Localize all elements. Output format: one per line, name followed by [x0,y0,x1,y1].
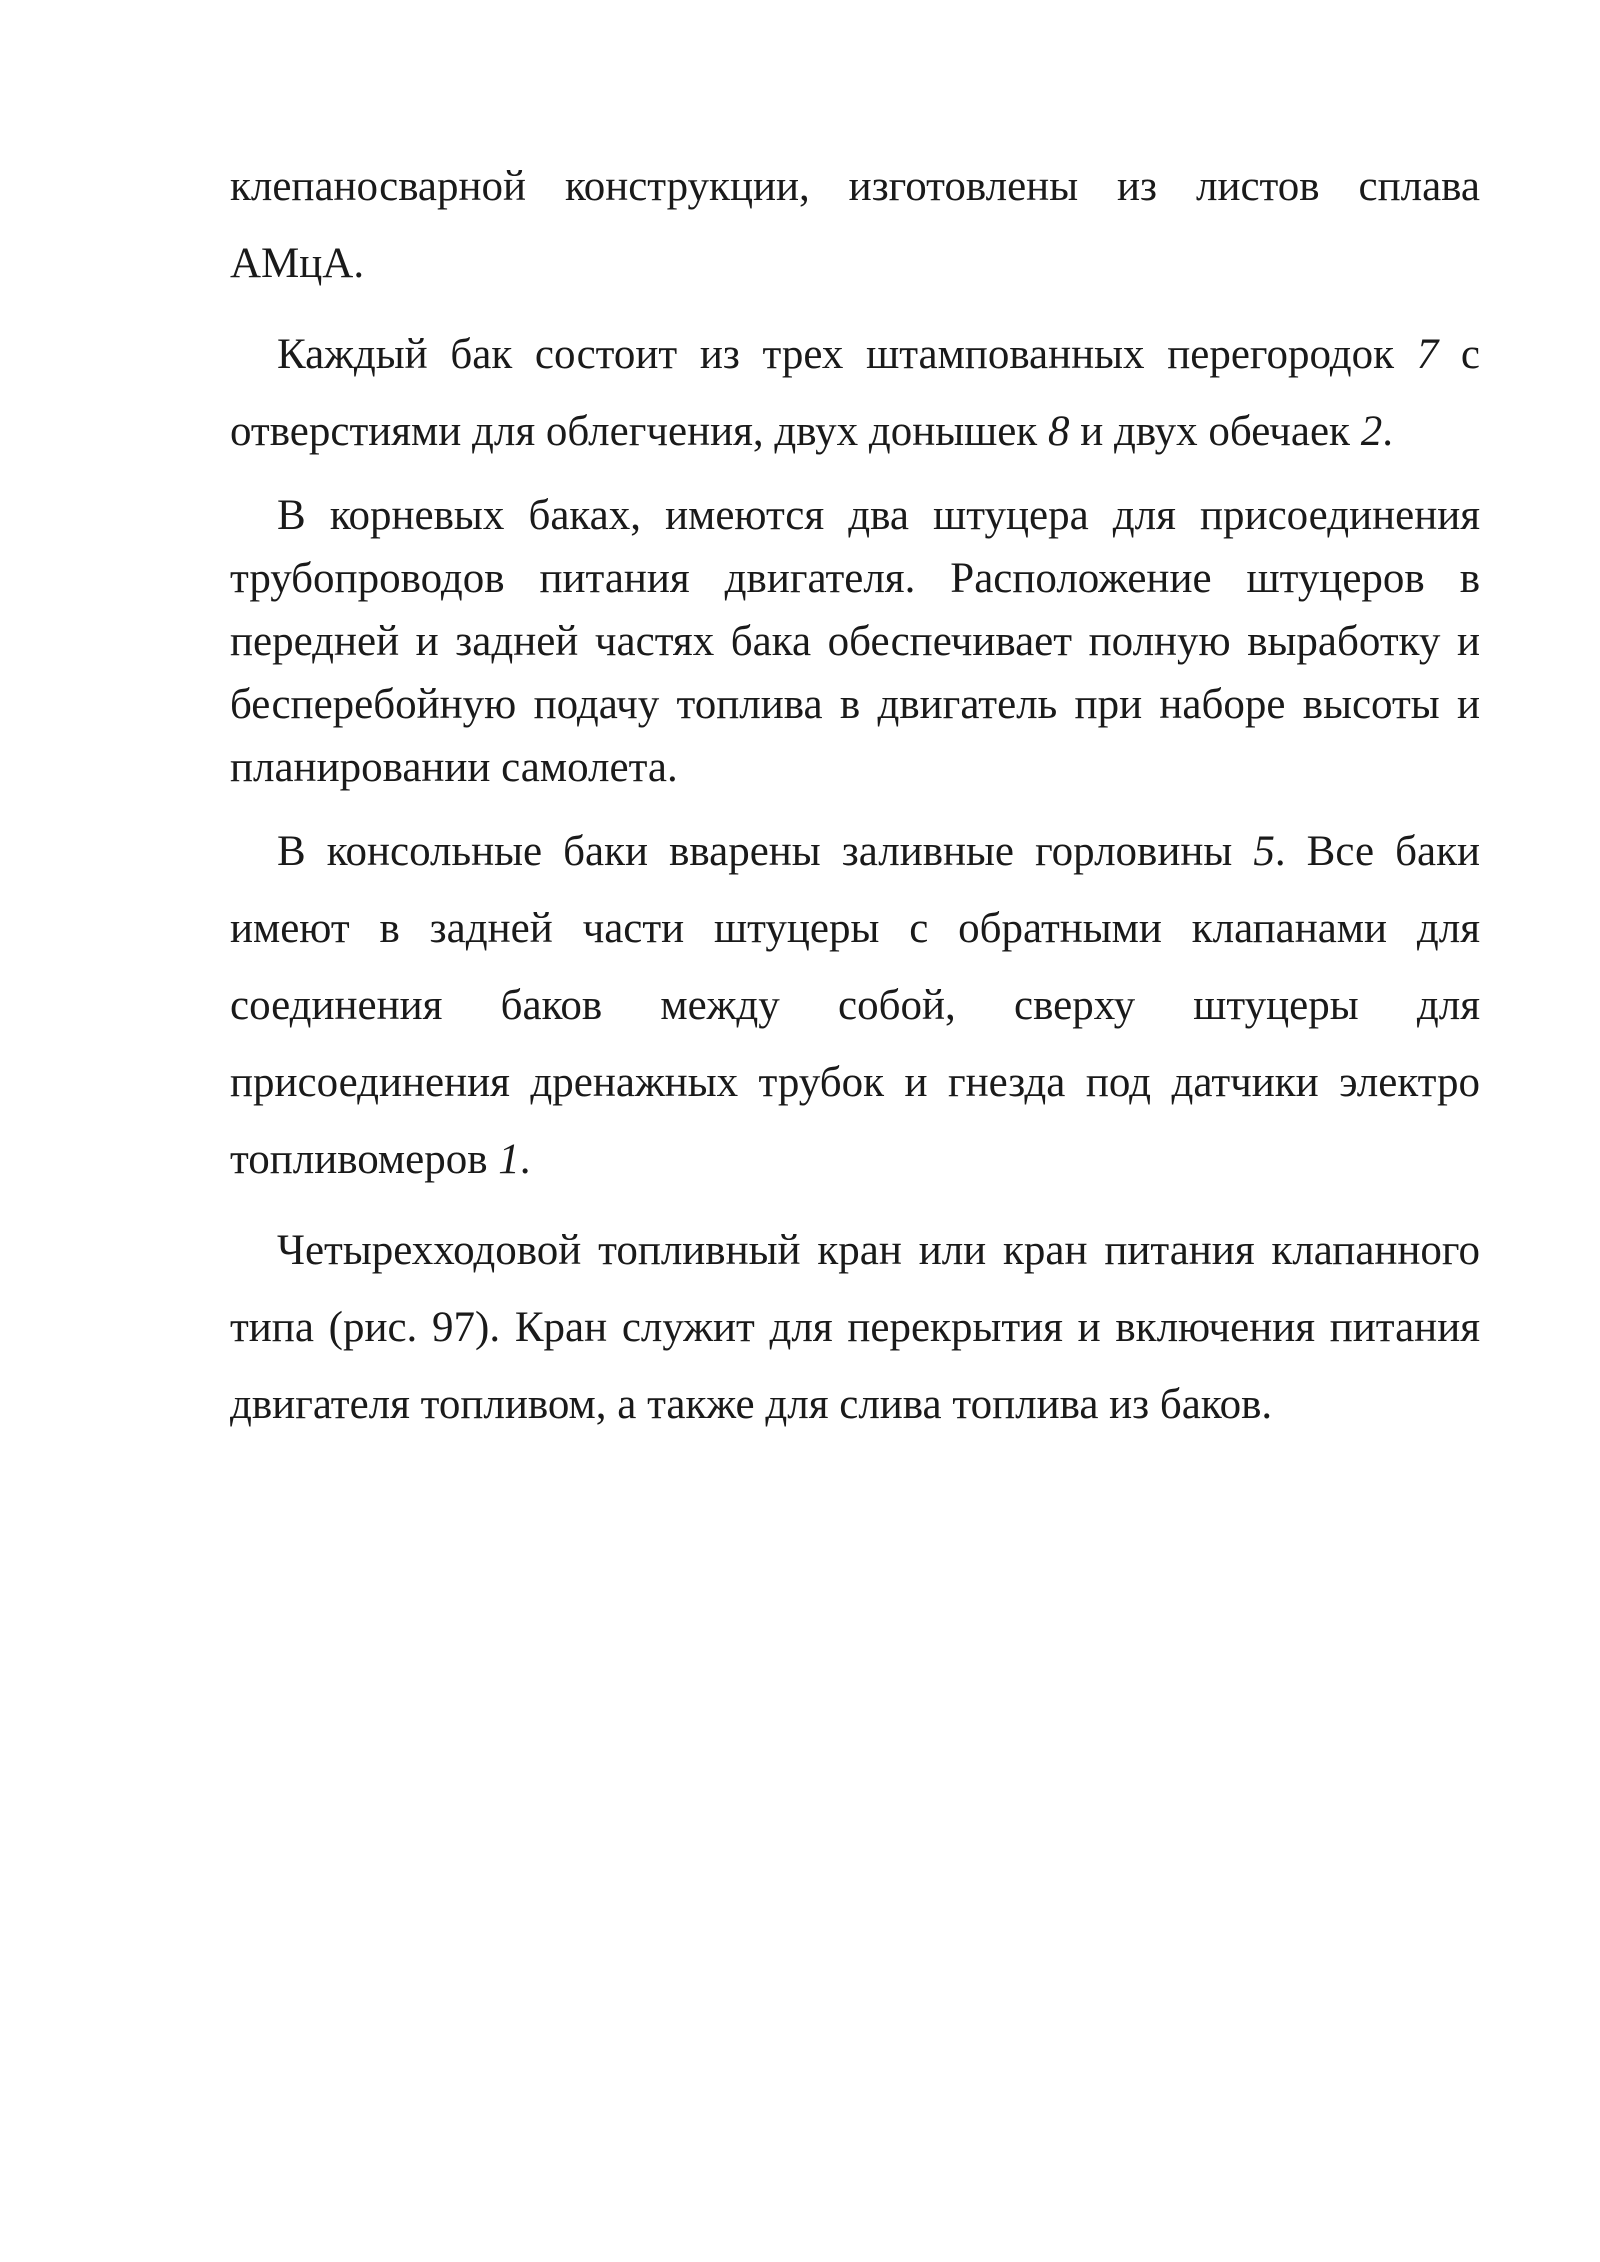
figure-ref-number: 7 [1416,331,1439,378]
figure-ref-number: 5 [1253,828,1275,875]
paragraph-text: В корневых баках, имеются два штуцера для присоединения трубопроводов питания двигателя. Расположение штуцеров в передней и задней частях бака обеспечивает полную выработку и бесперебойную подачу топлива в двигатель при наборе высоты и планировании самолета. [230,492,1480,791]
paragraph-text: . [1382,408,1393,455]
document-page [230,148,1480,1457]
paragraph-text: клепаносварной конструкции, изготовлены из листов сплава АМцА. [230,163,1480,287]
paragraph-text: . Все баки имеют в задней части штуцеры с обратными клапанами для соединения баков между собой, сверху штуцеры для присоединения дренажных трубок и гнезда под датчики электро топливомеров [230,828,1481,1183]
paragraph-text: и двух обечаек [1069,408,1361,455]
paragraph-4 [230,813,1480,1198]
paragraph-text: с отверстиями для облегчения, двух донышек [230,331,1480,455]
paragraph-text: Четырехходовой топливный кран или кран питания клапанного типа (рис. 97). Кран служит для перекрытия и включения питания двигателя топливом, а также для слива топлива из баков. [230,1227,1480,1428]
paragraph-1 [230,148,1480,302]
figure-ref-number: 2 [1360,408,1383,455]
paragraph-3 [230,484,1480,799]
paragraph-5 [230,1212,1480,1443]
figure-ref-number: 8 [1047,408,1070,455]
paragraph-text: В консольные баки вварены заливные горловины [277,828,1254,875]
figure-ref-number: 1 [498,1136,520,1183]
paragraph-text: . [519,1136,531,1183]
paragraph-text: Каждый бак состоит из трех штампованных перегородок [277,331,1417,378]
paragraph-2 [230,316,1480,470]
